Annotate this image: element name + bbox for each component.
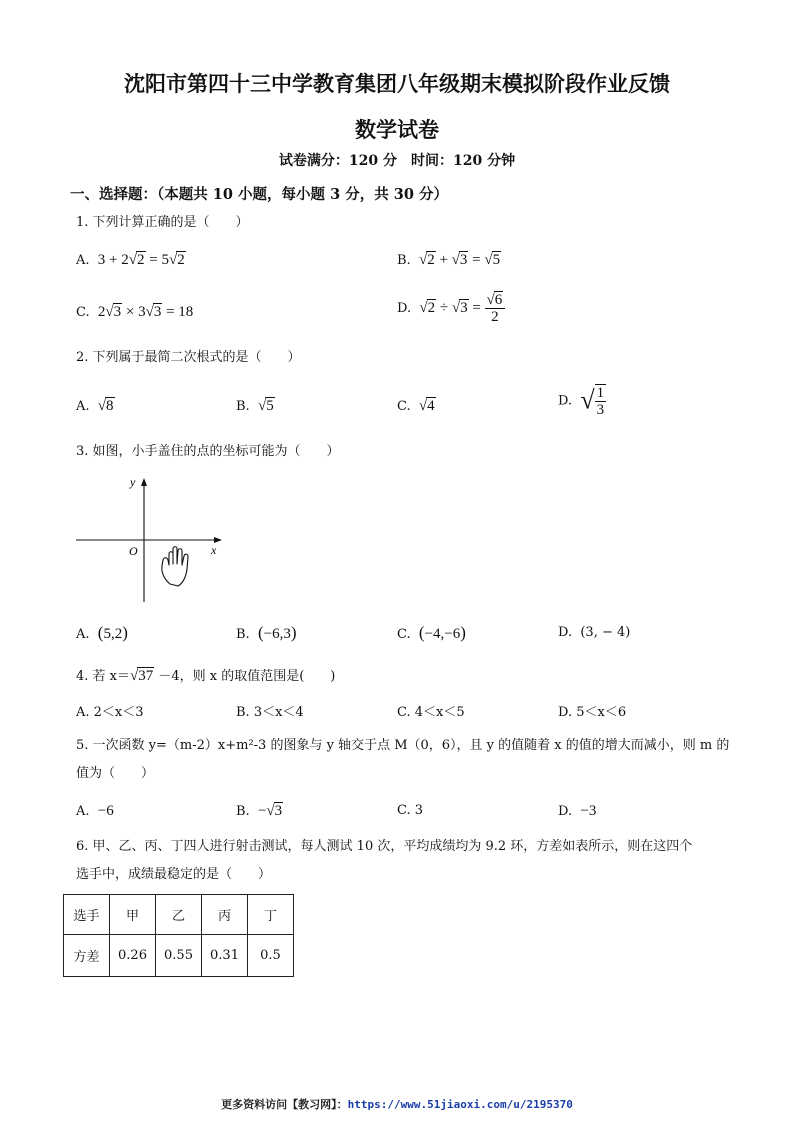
q2-option-d: D. √ $\frac{1}{3}$ xyxy=(558,385,605,418)
q5-option-a: A. −6 xyxy=(76,803,114,819)
q1-option-d: D. √2 ÷ √3 = $\frac{√6}{2}$ xyxy=(397,292,505,325)
q4-option-c: C. 4＜x＜5 xyxy=(397,705,465,720)
hand-icon xyxy=(162,547,188,586)
x-axis-label: x xyxy=(211,543,217,557)
q1-option-c: C. 2√3 × 3√3 = 18 xyxy=(76,304,194,320)
table-header-cell: 丁 xyxy=(248,895,294,935)
table-header-cell: 选手 xyxy=(64,895,110,935)
y-axis-label: y xyxy=(130,476,136,489)
question-6-line-1: 6. 甲、乙、丙、丁四人进行射击测试，每人测试 10 次，平均成绩均为 9.2 环，方差如表所示，则在这四个 xyxy=(76,839,693,854)
table-cell: 0.55 xyxy=(156,935,202,977)
q4-option-b: B. 3＜x＜4 xyxy=(236,705,304,720)
table-header-cell: 丙 xyxy=(202,895,248,935)
q5-option-b: B. −√3 xyxy=(236,803,283,819)
question-5-line-2: 值为（ ） xyxy=(76,766,155,781)
footer xyxy=(0,1096,794,1112)
q2-option-a: A. √8 xyxy=(76,398,114,414)
table-header-cell: 乙 xyxy=(156,895,202,935)
origin-label: O xyxy=(129,544,138,558)
question-6-line-2: 选手中，成绩最稳定的是（ ） xyxy=(76,867,272,882)
question-1-stem: 1. 下列计算正确的是（ ） xyxy=(76,215,249,230)
exam-meta: 试卷满分：120 分 时间：120 分钟 xyxy=(278,153,516,169)
table-header-row xyxy=(64,895,294,935)
y-axis-arrow xyxy=(141,478,147,486)
coordinate-graph xyxy=(76,476,226,606)
q4-option-a: A. 2＜x＜3 xyxy=(76,705,144,720)
q3-option-d: D. (3, − 4) xyxy=(558,625,631,640)
q1-option-b: B. √2 + √3 = √5 xyxy=(397,252,501,268)
q3-option-a: A. (5,2) xyxy=(76,623,128,642)
exam-title: 沈阳市第四十三中学教育集团八年级期末模拟阶段作业反馈 xyxy=(124,71,670,96)
q2-option-c: C. √4 xyxy=(397,398,435,414)
table-cell: 0.31 xyxy=(202,935,248,977)
table-cell: 方差 xyxy=(64,935,110,977)
q5-option-d: D. −3 xyxy=(558,803,597,819)
section-heading: 一、选择题：（本题共 10 小题，每小题 3 分，共 30 分） xyxy=(70,186,448,203)
question-5-line-1: 5. 一次函数 y=（m-2）x+m²-3 的图象与 y 轴交于点 M（0，6），且 y 的值随着 x 的值的增大而减小，则 m 的 xyxy=(76,738,730,753)
q2-option-b: B. √5 xyxy=(236,398,274,414)
table-cell: 0.5 xyxy=(248,935,294,977)
question-3-stem: 3. 如图，小手盖住的点的坐标可能为（ ） xyxy=(76,444,340,459)
q4-option-d: D. 5＜x＜6 xyxy=(558,705,627,720)
question-2-stem: 2. 下列属于最简二次根式的是（ ） xyxy=(76,350,301,365)
footer-prefix: 更多资料访问【教习网】： xyxy=(221,1098,348,1111)
q1-option-a: A. 3 + 2√2 = 5√2 xyxy=(76,252,185,268)
exam-subtitle: 数学试卷 xyxy=(355,117,439,142)
table-cell: 0.26 xyxy=(110,935,156,977)
q3-option-b: B. (−6,3) xyxy=(236,623,297,642)
footer-link[interactable]: https://www.51jiaoxi.com/u/2195370 xyxy=(347,1098,573,1111)
q3-option-c: C. (−4,−6) xyxy=(397,623,466,642)
table-row xyxy=(64,935,294,977)
q5-option-c: C. 3 xyxy=(397,803,424,818)
question-4-stem: 4. 若 x＝√37 －4，则 x 的取值范围是( ) xyxy=(76,668,336,684)
variance-table xyxy=(63,894,294,977)
table-header-cell: 甲 xyxy=(110,895,156,935)
